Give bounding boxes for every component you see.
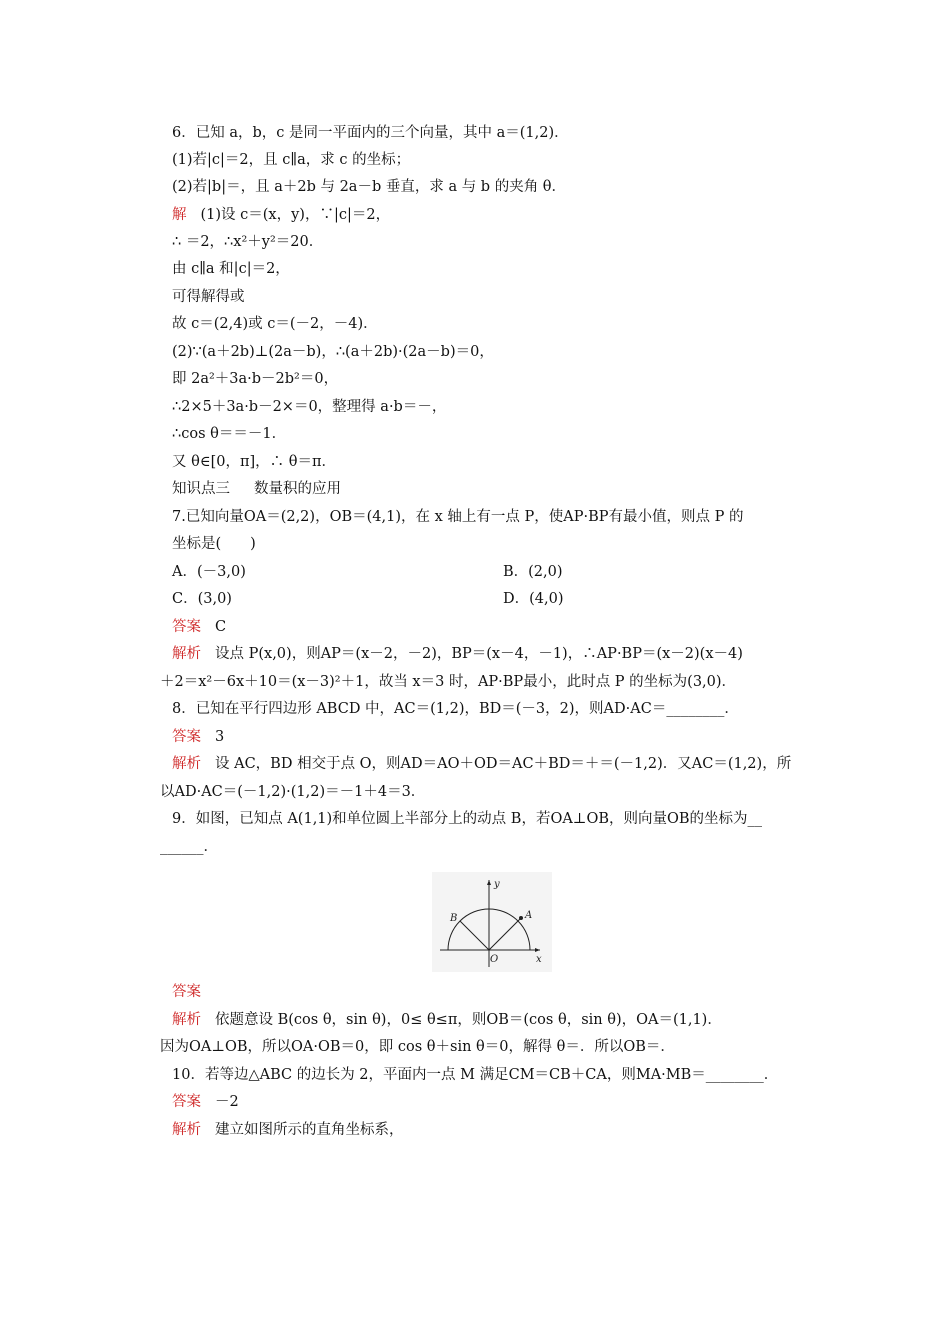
q9-answer — [172, 982, 201, 1002]
q6-title: 6．已知 a，b，c 是同一平面内的三个向量，其中 a＝(1,2)． — [172, 125, 569, 141]
q10-answer — [172, 1092, 239, 1112]
q6-part2: (2)若|b|＝，且 a＋2b 与 2a－b 垂直，求 a 与 b 的夹角 θ． — [172, 179, 567, 195]
answer-label: 答案 — [172, 619, 201, 635]
q6-solution-start — [172, 205, 390, 225]
analysis-label: 解析 — [172, 646, 201, 662]
q8-analysis-line1 — [172, 754, 791, 774]
q8-answer — [172, 727, 224, 747]
x-axis-label: x — [536, 954, 542, 965]
answer-value: －2 — [215, 1094, 239, 1110]
q9-stem-line1: 9．如图，已知点 A(1,1)和单位圆上半部分上的动点 B，若OA⊥OB，则向量OB的坐标为__ — [172, 811, 763, 827]
q7-option-c: C．(3,0) — [172, 591, 232, 607]
q6-line5: (2)∵(a＋2b)⊥(2a－b)，∴(a＋2b)·(2a－b)＝0， — [172, 344, 494, 360]
point-b-label: B — [450, 913, 458, 924]
q6-line7: ∴2×5＋3a·b－2×＝0，整理得 a·b＝－， — [172, 399, 447, 415]
section-name: 数量积的应用 — [254, 481, 341, 497]
q9-analysis-line1 — [172, 1010, 722, 1030]
analysis-label: 解析 — [172, 1012, 201, 1028]
analysis-label: 解析 — [172, 1122, 201, 1138]
q10-stem: 10．若等边△ABC 的边长为 2，平面内一点 M 满足CM＝CB＋CA，则MA·MB＝________． — [172, 1067, 779, 1083]
y-axis-arrow — [487, 880, 491, 885]
q9-stem-line2: ______． — [160, 839, 218, 855]
q6-line2: 由 c∥a 和|c|＝2， — [172, 261, 290, 277]
analysis-text: 建立如图所示的直角坐标系， — [215, 1122, 404, 1138]
q6-line1: ∴ ＝2，∴x²＋y²＝20． — [172, 234, 324, 250]
answer-value: 3 — [215, 729, 225, 745]
q8-stem: 8．已知在平行四边形 ABCD 中，AC＝(1,2)，BD＝(－3，2)，则AD·AC＝________． — [172, 701, 739, 717]
answer-label: 答案 — [172, 729, 201, 745]
q7-analysis-line1 — [172, 644, 743, 664]
answer-label: 答案 — [172, 1094, 201, 1110]
point-a-label: A — [525, 910, 533, 921]
section-number: 知识点三 — [172, 481, 230, 497]
analysis-text: 依题意设 B(cos θ，sin θ)，0≤ θ≤π，则OB＝(cos θ，sin θ)，OA＝(1,1)． — [215, 1012, 722, 1028]
solution-text: (1)设 c＝(x，y)，∵|c|＝2， — [200, 207, 391, 223]
origin-label: O — [490, 954, 499, 965]
q6-line4: 故 c＝(2,4)或 c＝(－2，－4)． — [172, 316, 378, 332]
solution-label: 解 — [172, 207, 187, 223]
q7-analysis-line2: ＋2＝x²－6x＋10＝(x－3)²＋1，故当 x＝3 时，AP·BP最小，此时点 P 的坐标为(3,0)． — [160, 674, 737, 690]
q6-line9: 又 θ∈[0，π]，∴ θ＝π． — [172, 454, 337, 470]
q6-line6: 即 2a²＋3a·b－2b²＝0， — [172, 371, 339, 387]
q7-answer — [172, 617, 226, 637]
q8-analysis-line2: 以AD·AC＝(－1,2)·(1,2)＝－1＋4＝3． — [160, 784, 426, 800]
q7-option-b: B．(2,0) — [503, 564, 563, 580]
x-axis-arrow — [535, 948, 540, 952]
q7-option-d: D．(4,0) — [503, 591, 564, 607]
segment-oa — [489, 918, 521, 950]
analysis-text: 设 AC，BD 相交于点 O，则AD＝AO＋OD＝AC＋BD＝＋＝(－1,2)．又AC＝(1,2)，所 — [215, 756, 792, 772]
unit-circle-diagram — [432, 872, 552, 972]
q6-line3: 可得解得或 — [172, 289, 245, 305]
section-heading — [172, 479, 341, 499]
analysis-label: 解析 — [172, 756, 201, 772]
q6-part1: (1)若|c|＝2，且 c∥a，求 c 的坐标； — [172, 152, 411, 168]
q7-stem-line1: 7.已知向量OA＝(2,2)，OB＝(4,1)，在 x 轴上有一点 P，使AP·BP有最小值，则点 P 的 — [172, 509, 744, 525]
q6-line8: ∴cos θ＝＝－1． — [172, 426, 287, 442]
analysis-text: 设点 P(x,0)，则AP＝(x－2，－2)，BP＝(x－4，－1)，∴AP·BP＝(x－2)(x－4) — [215, 646, 743, 662]
answer-label: 答案 — [172, 984, 201, 1000]
segment-ob — [460, 921, 489, 950]
q7-option-a: A．(－3,0) — [172, 564, 246, 580]
q9-analysis-line2: 因为OA⊥OB，所以OA·OB＝0，即 cos θ＋sin θ＝0，解得 θ＝．所以OB＝． — [160, 1039, 675, 1055]
y-axis-label: y — [494, 879, 500, 890]
unit-circle-figure — [432, 872, 552, 972]
q10-analysis-line1 — [172, 1120, 404, 1140]
q7-stem-line2: 坐标是( ) — [172, 536, 256, 552]
answer-value: C — [215, 619, 227, 635]
point-a — [519, 916, 523, 920]
